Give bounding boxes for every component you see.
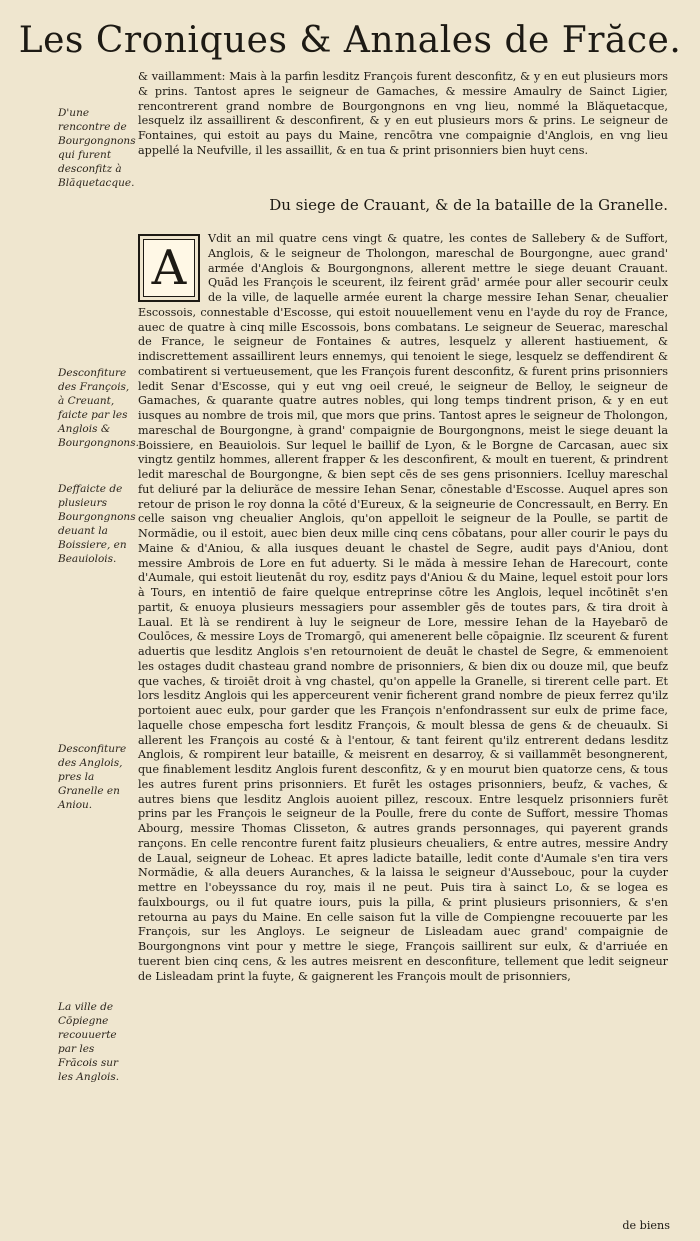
marginal-note-3: Deffaicte de plusieurs Bourgongnons deuant la Boissiere, en Beauiolois. [58, 483, 136, 565]
marginal-note-2: Desconfiture des François, à Creuant, faicte par les Anglois & Bourgongnons. [58, 367, 139, 449]
marginal-note-5: La ville de Cōpiegne recouuerte par les Frăcois sur les Anglois. [58, 1001, 120, 1083]
marginal-note-1: D'une rencontre de Bourgongnons qui furent desconfitz à Blăquetacque. [58, 107, 136, 189]
drop-cap: A [138, 234, 200, 302]
running-header: Les Croniques & Annales de Frăce. [18, 20, 682, 61]
main-paragraph [138, 232, 668, 984]
catchword: de biens [622, 1219, 670, 1232]
marginal-note-4: Desconfiture des Anglois, pres la Granelle en Aniou. [58, 743, 127, 811]
main-paragraph-text: Vdit an mil quatre cens vingt & quatre, les contes de Sallebery & de Suffort, Anglois, & le seigneur de Tholongon, mareschal de Bourgongne, auec grand' armée d'Anglois & Bourgongnons, allerent mettre le siege deuant Crauant. Quād les François le sceurent, ilz feirent grād' armée pour aller secourir ceulx de la ville, de laquelle armée eurent la charge messire Iehan Senar, cheualier Escossois, connestable d'Escosse, qui estoit nouuellement venu en l'ayde du roy de France, auec de quatre à cinq mille Escossois, bons combatans. Le seigneur de Seuerac, mareschal de France, le seigneur de Fontaines & autres, lesquelz y allerent hastiuement, & indiscrettement assaillirent leurs ennemys, qui tenoient le siege, lesquelz se deffendirent & combatirent si vertueusement, que les François furent desconfitz, & furent prins prisonniers ledit Senar d'Escosse, qui y eut vng oeil creué, le seigneur de Belloy, le seigneur de Gamaches, & quarante quatre autres nobles, qui long temps tindrent prison, & y en eut iusques au nombre de trois mil, que mors que prins. Tantost apres le seigneur de Tholongon, mareschal de Bourgongne, à grand' compaignie de Bourgongnons, meist le siege deuant la Boissiere, en Beauiolois. Sur lequel le baillif de Lyon, & le Borgne de Carcasan, auec six vingtz gentilz hommes, allerent frapper & les desconfirent, & moult en tuerent, & prindrent ledit mareschal de Bourgongne, & bien sept cēs de ses gens prisonniers. Icelluy mareschal fut deliuré par la deliurăce de messire Iehan Senar, cōnestable d'Escosse. Auquel apres son retour de prison le roy donna la cōté d'Eureux, & la seigneurie de Concressault, en Berry. En celle saison vng cheualier Anglois, qu'on appelloit le seigneur de la Poulle, se partit de Normădie, ou il estoit, auec bien deux mille cinq cens cōbatans, pour aller courir le pays du Maine & d'Aniou, & alla iusques deuant le chastel de Segre, audit pays d'Aniou, dont messire Ambrois de Lore en fut aduerty. Si le măda à messire Iehan de Harecourt, conte d'Aumale, qui estoit lieutenāt du roy, esditz pays d'Aniou & du Maine, lequel estoit pour lors à Tours, en intentiō de faire quelque entreprinse cōtre les Anglois, lequel incōtinēt s'en partit, & enuoya plusieurs messagiers pour assembler gēs de toutes pars, & tira droit à Laual. Et là se rendirent à luy le seigneur de Lore, messire Iehan de la Hayebarō de Coulōces, & messire Loys de Tromargō, qui amenerent belle cōpaignie. Ilz sceurent & furent aduertis que lesditz Anglois s'en retournoient de deuāt le chastel de Segre, & emmenoient les ostages dudit chasteau grand nombre de prisonniers, & bien dix ou douze mil, que beufz que vaches, & tiroiēt droit à vng chastel, qu'on appelle la Granelle, si tirerent celle part. Et lors lesditz Anglois qui les apperceurent venir ficherent grand nombre de pieux ferrez qu'ilz portoient auec eulx, pour garder que les François n'enfondrassent sur eulx de prime face, laquelle chose empescha fort lesditz François, & moult blessa de gens & de cheuaulx. Si allerent les François au costé & à l'entour, & tant feirent qu'ilz entrerent dedans lesditz Anglois, & rompirent leur bataille, & meisrent en desarroy, & si vaillammēt besongnerent, que finablement lesditz Anglois furent desconfitz, & y en mourut bien quatorze cens, & tous les autres furent prins prisonniers. Et furēt les ostages prisonniers, beufz, & vaches, & autres biens que lesditz Anglois auoient pillez, rescoux. Entre lesquelz prisonniers furēt prins par les François le seigneur de la Poulle, frere du conte de Suffort, messire Thomas Abourg, messire Thomas Clisseton, & autres grands personnages, qui payerent grands rançons. En celle rencontre furent faitz plusieurs cheualiers, & entre autres, messire Andry de Laual, seigneur de Loheac. Et apres ladicte bataille, ledit conte d'Aumale s'en tira vers Normădie, & alla deuers Auranches, & la laissa le seigneur d'Aussebouc, pour la cuyder mettre en l'obeyssance du roy, mais il ne peut. Puis tira à sainct Lo, & se logea es faulxbourgs, ou il fut quatre iours, puis la pilla, & print plusieurs prisonniers, & s'en retourna au pays du Maine. En celle saison fut la ville de Compiengne recouuerte par les François, sur les Angloys. Le seigneur de Lisleadam auec grand' compaignie de Bourgongnons vint pour y mettre le siege, François saillirent sur eulx, & d'arriuée en tuerent bien cinq cens, & les autres meisrent en desconfiture, tellement que ledit seigneur de Lisleadam print la fuyte, & gaignerent les François moult de prisonniers, [138, 232, 668, 983]
paragraph-continued: & vaillamment: Mais à la parfin lesditz François furent desconfitz, & y en eut plusieurs mors & prins. Tantost apres le seigneur de Gamaches, & messire Amaulry de Sainct Ligier, rencontrerent grand nombre de Bourgongnons en vng lieu, nommé la Blăquetacque, lesquelz ilz assaillirent & desconfirent, & y en eut plusieurs mors & prins. Le seigneur de Fontaines, qui estoit au pays du Maine, rencōtra vne compaignie d'Anglois, en vng lieu appellé la Neufville, il les assaillit, & en tua & print prisonniers bien huyt cens. [138, 70, 668, 157]
section-title: Du siege de Crauant, & de la bataille de la Granelle. [269, 196, 668, 214]
